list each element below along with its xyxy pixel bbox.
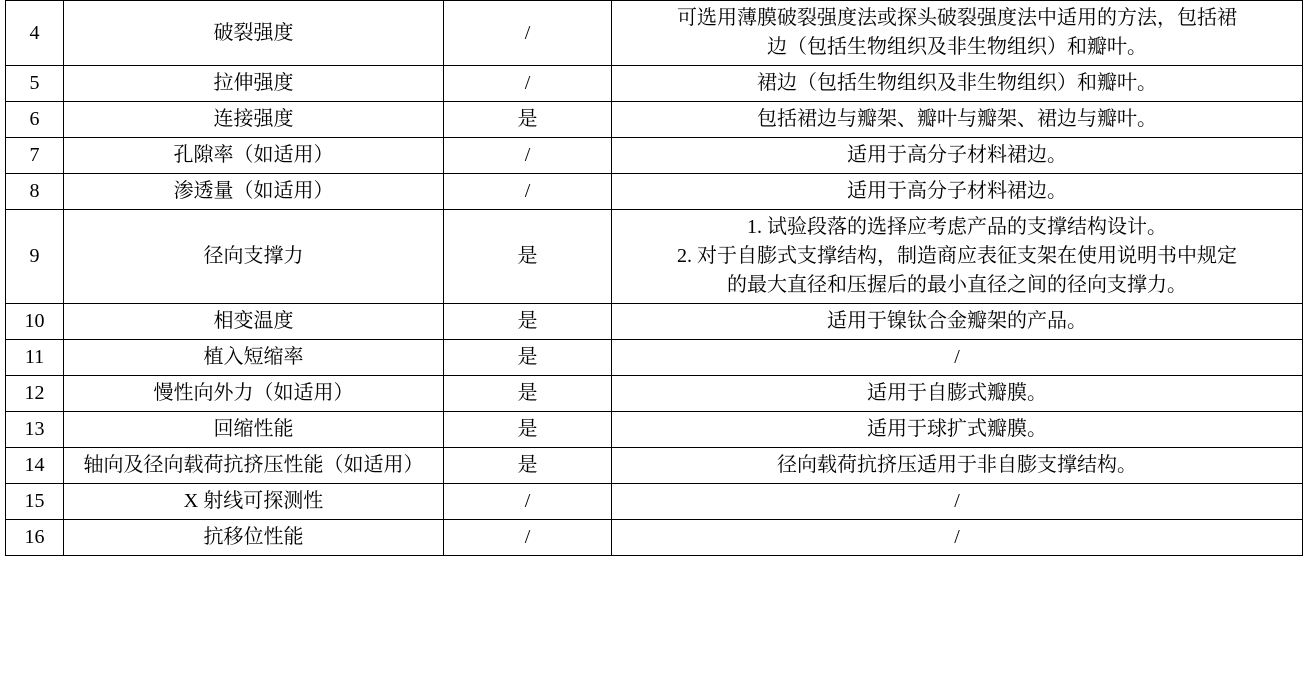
row-requirement: /	[444, 1, 612, 66]
note-line: /	[954, 346, 960, 368]
row-item: 植入短缩率	[64, 340, 444, 376]
row-requirement: 是	[444, 340, 612, 376]
table-row	[6, 102, 1303, 138]
row-requirement: 是	[444, 304, 612, 340]
row-number: 6	[6, 102, 64, 138]
row-item: 破裂强度	[64, 1, 444, 66]
requirements-table	[5, 0, 1303, 556]
table-row	[6, 210, 1303, 304]
note-line: 边（包括生物组织及非生物组织）和瓣叶。	[767, 36, 1147, 58]
row-item: 渗透量（如适用）	[64, 174, 444, 210]
table-row	[6, 448, 1303, 484]
row-item: 回缩性能	[64, 412, 444, 448]
row-item: 径向支撑力	[64, 210, 444, 304]
row-number: 11	[6, 340, 64, 376]
note-line: 径向载荷抗挤压适用于非自膨支撑结构。	[777, 454, 1137, 476]
note-line: 裙边（包括生物组织及非生物组织）和瓣叶。	[757, 72, 1157, 94]
note-line: 适用于高分子材料裙边。	[847, 180, 1067, 202]
table-row	[6, 484, 1303, 520]
table-row	[6, 304, 1303, 340]
row-item: 轴向及径向载荷抗挤压性能（如适用）	[64, 448, 444, 484]
row-requirement: /	[444, 138, 612, 174]
row-note	[612, 66, 1303, 102]
row-requirement: 是	[444, 210, 612, 304]
row-number: 16	[6, 520, 64, 556]
row-requirement: 是	[444, 376, 612, 412]
table-row	[6, 1, 1303, 66]
row-note	[612, 1, 1303, 66]
row-note	[612, 376, 1303, 412]
row-requirement: 是	[444, 448, 612, 484]
row-note	[612, 138, 1303, 174]
row-requirement: /	[444, 66, 612, 102]
row-note	[612, 484, 1303, 520]
row-number: 15	[6, 484, 64, 520]
row-number: 10	[6, 304, 64, 340]
note-line: 可选用薄膜破裂强度法或探头破裂强度法中适用的方法，包括裙	[677, 7, 1237, 29]
row-number: 9	[6, 210, 64, 304]
row-requirement: 是	[444, 102, 612, 138]
row-item: 拉伸强度	[64, 66, 444, 102]
note-line: 的最大直径和压握后的最小直径之间的径向支撑力。	[727, 274, 1187, 296]
row-note	[612, 210, 1303, 304]
row-requirement: 是	[444, 412, 612, 448]
row-note	[612, 304, 1303, 340]
row-number: 13	[6, 412, 64, 448]
note-line: 适用于自膨式瓣膜。	[867, 382, 1047, 404]
table-row	[6, 138, 1303, 174]
note-line: 包括裙边与瓣架、瓣叶与瓣架、裙边与瓣叶。	[757, 108, 1157, 130]
table-body	[6, 1, 1303, 556]
table-row	[6, 412, 1303, 448]
row-item: 相变温度	[64, 304, 444, 340]
row-item: 连接强度	[64, 102, 444, 138]
note-line: /	[954, 526, 960, 548]
row-item: 孔隙率（如适用）	[64, 138, 444, 174]
row-note	[612, 174, 1303, 210]
table-row	[6, 66, 1303, 102]
row-requirement: /	[444, 484, 612, 520]
row-note	[612, 448, 1303, 484]
row-number: 12	[6, 376, 64, 412]
row-number: 8	[6, 174, 64, 210]
table-row	[6, 376, 1303, 412]
row-note	[612, 102, 1303, 138]
note-line: 适用于镍钛合金瓣架的产品。	[827, 310, 1087, 332]
row-item: 抗移位性能	[64, 520, 444, 556]
note-line: 2. 对于自膨式支撑结构，制造商应表征支架在使用说明书中规定	[677, 245, 1237, 267]
note-line: 适用于球扩式瓣膜。	[867, 418, 1047, 440]
row-note	[612, 520, 1303, 556]
table-row	[6, 174, 1303, 210]
row-number: 5	[6, 66, 64, 102]
row-number: 7	[6, 138, 64, 174]
row-note	[612, 412, 1303, 448]
row-number: 14	[6, 448, 64, 484]
note-line: 适用于高分子材料裙边。	[847, 144, 1067, 166]
note-line: 1. 试验段落的选择应考虑产品的支撑结构设计。	[747, 216, 1167, 238]
table-row	[6, 520, 1303, 556]
row-requirement: /	[444, 174, 612, 210]
table-row	[6, 340, 1303, 376]
note-line: /	[954, 490, 960, 512]
row-number: 4	[6, 1, 64, 66]
row-note	[612, 340, 1303, 376]
row-item: 慢性向外力（如适用）	[64, 376, 444, 412]
row-requirement: /	[444, 520, 612, 556]
row-item: X 射线可探测性	[64, 484, 444, 520]
